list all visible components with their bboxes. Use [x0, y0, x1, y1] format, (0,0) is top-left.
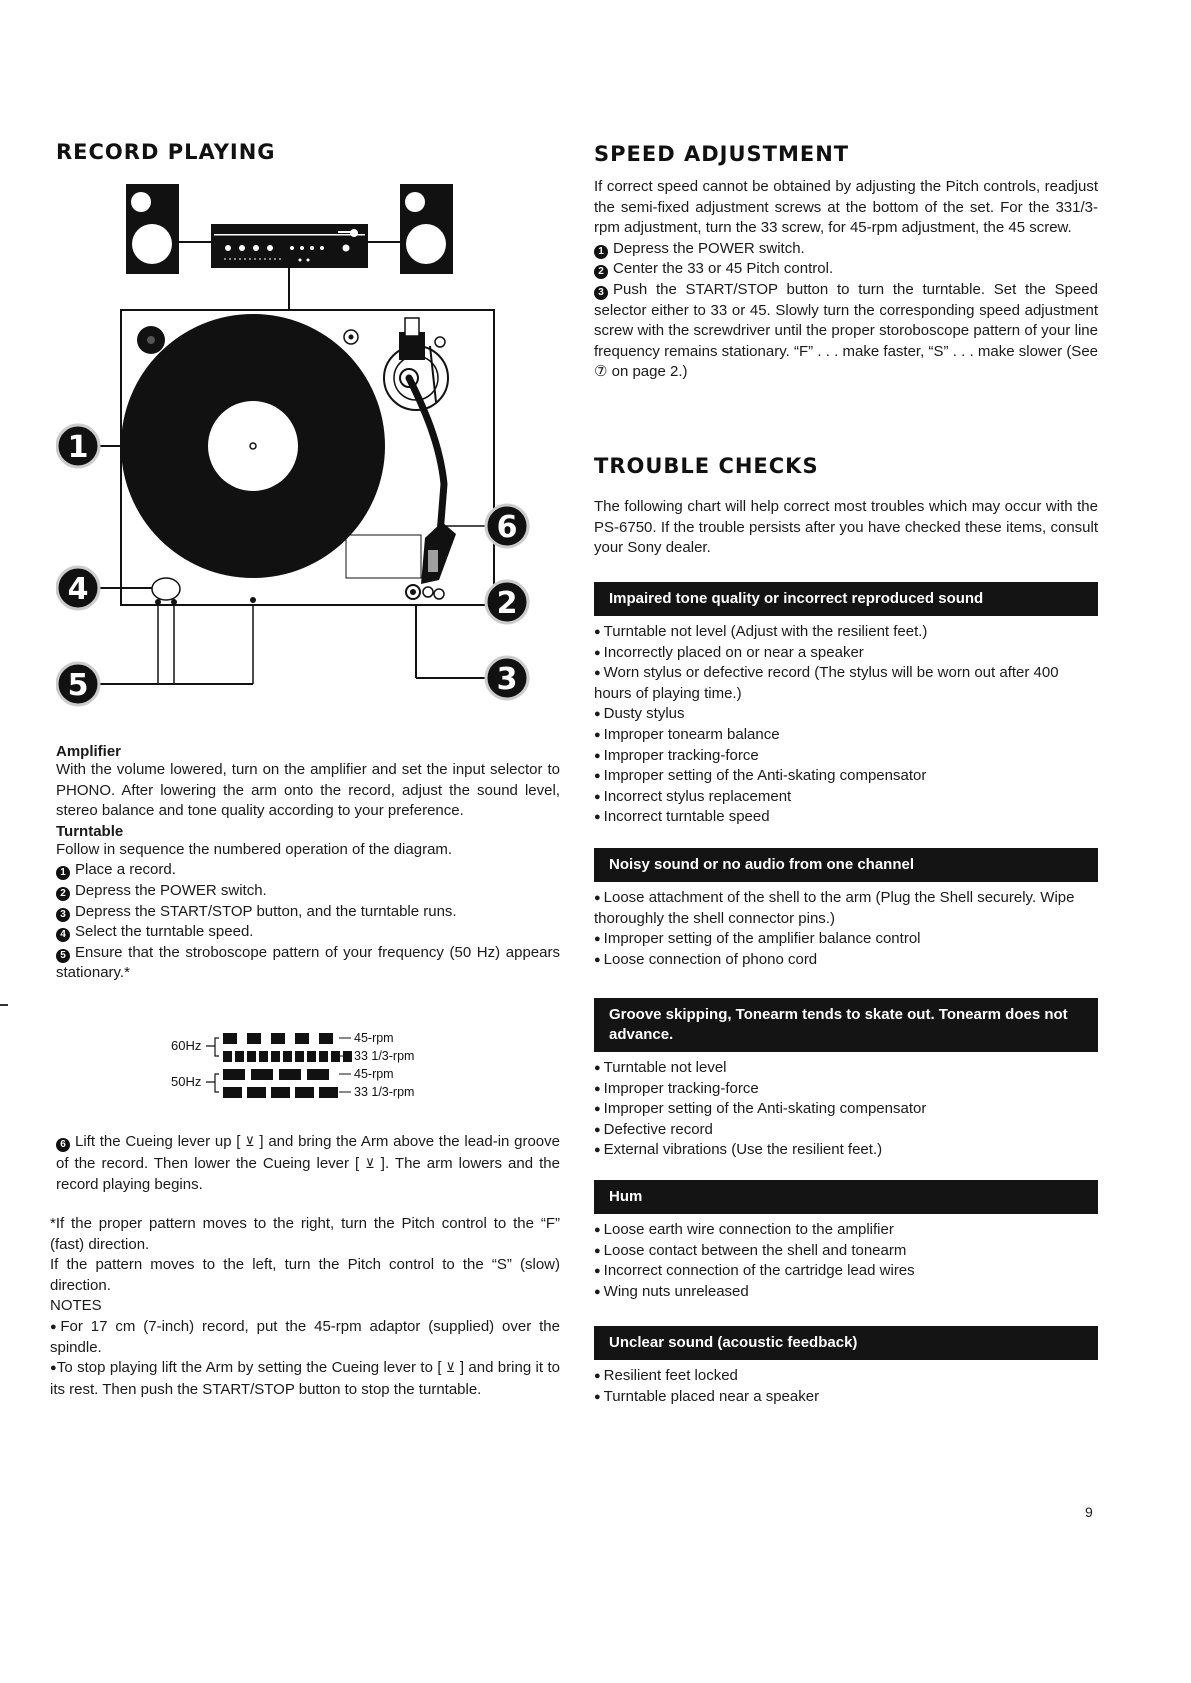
step-number: 5: [56, 949, 70, 963]
stroboscope-pattern: [171, 1030, 471, 1102]
turntable-step: [56, 943, 560, 984]
trouble-item: ● Incorrect connection of the cartridge lead wires: [594, 1261, 1098, 1282]
amplifier-heading: Amplifier: [56, 743, 122, 760]
speed-adjustment-title: SPEED ADJUSTMENT: [594, 142, 850, 166]
strobe-bar: [331, 1051, 340, 1062]
record-playing-column: [50, 140, 560, 1398]
trouble-list: [594, 622, 1098, 828]
step-text: Center the 33 or 45 Pitch control.: [613, 260, 834, 278]
strobe-label: 33 1/3-rpm: [354, 1085, 415, 1099]
turntable-step: [56, 902, 560, 923]
notes-heading: NOTES: [50, 1297, 102, 1315]
step-text: Depress the POWER switch.: [613, 239, 805, 257]
trouble-heading: Impaired tone quality or incorrect reproduced sound: [594, 582, 1098, 616]
footnote-body: [50, 1214, 560, 1400]
step-text: Depress the POWER switch.: [75, 881, 267, 899]
trouble-item: ● Improper setting of the amplifier balance control: [594, 929, 1098, 950]
footnote-text: If the pattern moves to the left, turn the Pitch control to the “S” (slow) direction.: [50, 1256, 560, 1294]
step6-text-c: ]. The arm lowers and the record playing begins.: [56, 1154, 560, 1194]
trouble-item: ● Turntable placed near a speaker: [594, 1387, 1098, 1408]
cue-down-icon: ⊻: [365, 1156, 375, 1172]
trouble-item: ● Turntable not level: [594, 1058, 1098, 1079]
step-number: 3: [594, 286, 608, 300]
note-item: ●For 17 cm (7-inch) record, put the 45-rpm adaptor (supplied) over the spindle.: [50, 1317, 560, 1356]
turntable-step: [56, 881, 560, 902]
step-text: Ensure that the stroboscope pattern of your frequency (50 Hz) appears stationary.*: [56, 943, 560, 982]
speed-step: [594, 239, 1098, 260]
trouble-item: ● Resilient feet locked: [594, 1366, 1098, 1387]
step-text: Push the START/STOP button to turn the turntable. Set the Speed selector either to 33 or 45. Slowly turn the corresponding speed adjustment screw with the screwdriver until the proper storoboscope pattern of your line frequency remains stationary. “F” . . . make faster, “S” . . . make slower (See ⑦ on page 2.): [594, 280, 1098, 381]
turntable-step: [56, 860, 560, 881]
note-text: For 17 cm (7-inch) record, put the 45-rpm adaptor (supplied) over the spindle.: [50, 1317, 560, 1356]
step-number: 2: [56, 887, 70, 901]
right-column: [594, 142, 1098, 1405]
strobe-bar: [319, 1051, 328, 1062]
trouble-section: [594, 582, 1098, 828]
strobe-bar: [283, 1051, 292, 1062]
strobe-bar: [223, 1087, 242, 1098]
trouble-item: ● Worn stylus or defective record (The stylus will be worn out after 400 hours of playing time.): [594, 663, 1098, 704]
strobe-bar: [307, 1051, 316, 1062]
strobe-bar: [223, 1051, 232, 1062]
margin-mark: [0, 1004, 8, 1006]
speaker-icon: [126, 184, 179, 274]
trouble-list: [594, 1058, 1098, 1161]
strobe-bar: [295, 1051, 304, 1062]
trouble-item: ● Incorrect stylus replacement: [594, 787, 1098, 808]
speed-step: [594, 280, 1098, 383]
page-number: 9: [1085, 1504, 1093, 1520]
trouble-item: ● Improper tonearm balance: [594, 725, 1098, 746]
step-number: 4: [56, 928, 70, 942]
trouble-intro: The following chart will help correct most troubles which may occur with the PS-6750. If the trouble persists after you have checked these items, consult your Sony dealer.: [594, 498, 1098, 557]
speed-step: [594, 259, 1098, 280]
trouble-item: ● Wing nuts unreleased: [594, 1282, 1098, 1303]
strobe-bar: [247, 1087, 266, 1098]
tonearm-icon: [384, 318, 456, 599]
footnote-section: [50, 1214, 560, 1400]
cue-up-icon: ⊻: [245, 1135, 255, 1150]
step6-text: [56, 1132, 560, 1196]
turntable-intro: Follow in sequence the numbered operation of the diagram.: [56, 840, 453, 858]
step-number: 2: [594, 265, 608, 279]
strobe-bar: [259, 1051, 268, 1062]
strobe-bar: [319, 1087, 338, 1098]
trouble-item: ● Improper tracking-force: [594, 1079, 1098, 1100]
trouble-heading: Hum: [594, 1180, 1098, 1214]
trouble-item: ● Loose connection of phono cord: [594, 950, 1098, 971]
trouble-item: ● Improper setting of the Anti-skating compensator: [594, 1099, 1098, 1120]
callout-5: [57, 663, 99, 705]
step6-section: [56, 1132, 560, 1196]
trouble-list: [594, 1366, 1098, 1407]
strobe-bar: [271, 1087, 290, 1098]
trouble-section: [594, 1326, 1098, 1407]
turntable-diagram: [56, 182, 560, 722]
note-text: To stop playing lift the Arm by setting the Cueing lever to [: [56, 1359, 446, 1377]
step6-text-b: ] and bring the Arm above the lead-in groove of the record. Then lower the Cueing lever [: [56, 1133, 560, 1172]
trouble-item: ● Incorrectly placed on or near a speaker: [594, 643, 1098, 664]
label-60hz: 60Hz: [171, 1038, 202, 1053]
callout-1: [57, 425, 99, 467]
svg-text:6: 6: [496, 510, 518, 545]
strobe-label: 45-rpm: [354, 1031, 394, 1045]
trouble-item: ● Defective record: [594, 1120, 1098, 1141]
strobe-bar: [235, 1051, 244, 1062]
speaker-icon: [400, 184, 453, 274]
trouble-item: ● Turntable not level (Adjust with the resilient feet.): [594, 622, 1098, 643]
strobe-bar: [295, 1087, 314, 1098]
cue-icon: ⊻: [445, 1361, 456, 1377]
strobe-label: 33 1/3-rpm: [354, 1049, 415, 1063]
trouble-heading: Unclear sound (acoustic feedback): [594, 1326, 1098, 1360]
callout-2: [486, 581, 528, 623]
svg-text:4: 4: [67, 572, 89, 607]
strobe-bar: [279, 1069, 301, 1080]
strobe-bar: [271, 1033, 285, 1044]
step-number: 1: [56, 866, 70, 880]
trouble-list: [594, 888, 1098, 970]
turntable-step: [56, 922, 560, 943]
note-item: ●To stop playing lift the Arm by setting the Cueing lever to [ ⊻ ] and bring it to its rest. Then push the START/STOP button to stop the turntable.: [50, 1359, 560, 1398]
callout-6: [486, 505, 528, 547]
strobe-bar: [247, 1051, 256, 1062]
trouble-section: [594, 998, 1098, 1161]
amplifier-icon: [211, 224, 368, 268]
step-number: 6: [56, 1138, 70, 1152]
strobe-bar: [307, 1069, 329, 1080]
strobe-bar: [223, 1033, 237, 1044]
step6-text-a: Lift the Cueing lever up [: [75, 1133, 246, 1150]
step-text: Place a record.: [75, 861, 176, 879]
note-text: ] and bring it to its rest. Then push the START/STOP button to stop the turntable.: [50, 1359, 560, 1398]
callout-4: [57, 567, 99, 609]
trouble-heading: Noisy sound or no audio from one channel: [594, 848, 1098, 882]
step-number: 3: [56, 908, 70, 922]
amplifier-text: With the volume lowered, turn on the amplifier and set the input selector to PHONO. After lowering the arm onto the record, adjust the sound level, stereo balance and tone quality according to your preference.: [56, 761, 560, 820]
trouble-section: [594, 1180, 1098, 1302]
strobe-label: 45-rpm: [354, 1067, 394, 1081]
strobe-bar: [223, 1069, 245, 1080]
step-number: 1: [594, 245, 608, 259]
trouble-item: ● Improper setting of the Anti-skating compensator: [594, 766, 1098, 787]
trouble-section: [594, 848, 1098, 970]
strobe-bar: [319, 1033, 333, 1044]
speed-intro: If correct speed cannot be obtained by adjusting the Pitch controls, readjust the semi-fixed adjustment screws at the bottom of the set. For the 331/3-rpm adjustment, turn the 33 screw, for 45-rpm adjustment, the 45 screw.: [594, 178, 1098, 237]
label-50hz: 50Hz: [171, 1074, 202, 1089]
step-text: Depress the START/STOP button, and the turntable runs.: [75, 902, 457, 920]
amplifier-section: [56, 743, 560, 984]
trouble-item: ● External vibrations (Use the resilient feet.): [594, 1140, 1098, 1161]
trouble-item: ● Dusty stylus: [594, 704, 1098, 725]
callout-3: [486, 657, 528, 699]
trouble-item: ● Incorrect turntable speed: [594, 807, 1098, 828]
trouble-item: ● Loose earth wire connection to the amplifier: [594, 1220, 1098, 1241]
turntable-steps: [56, 840, 560, 984]
trouble-list: [594, 1220, 1098, 1302]
strobe-bar: [251, 1069, 273, 1080]
turntable-heading: Turntable: [56, 822, 124, 840]
record-playing-title: RECORD PLAYING: [56, 140, 276, 164]
svg-text:1: 1: [67, 430, 89, 465]
trouble-checks-title: TROUBLE CHECKS: [594, 454, 819, 478]
trouble-heading: Groove skipping, Tonearm tends to skate out. Tonearm does not advance.: [594, 998, 1098, 1052]
svg-text:2: 2: [496, 586, 518, 621]
step-text: Select the turntable speed.: [75, 923, 254, 941]
svg-text:5: 5: [67, 668, 89, 703]
trouble-item: ● Improper tracking-force: [594, 746, 1098, 767]
trouble-item: ● Loose contact between the shell and tonearm: [594, 1241, 1098, 1262]
footnote-text: *If the proper pattern moves to the right, turn the Pitch control to the “F” (fast) direction.: [50, 1215, 560, 1253]
speed-adjustment-body: [594, 177, 1098, 383]
svg-text:3: 3: [496, 662, 518, 697]
trouble-item: ● Loose attachment of the shell to the arm (Plug the Shell securely. Wipe thoroughly the shell connector pins.): [594, 888, 1098, 929]
strobe-bar: [247, 1033, 261, 1044]
strobe-bar: [295, 1033, 309, 1044]
strobe-bar: [271, 1051, 280, 1062]
